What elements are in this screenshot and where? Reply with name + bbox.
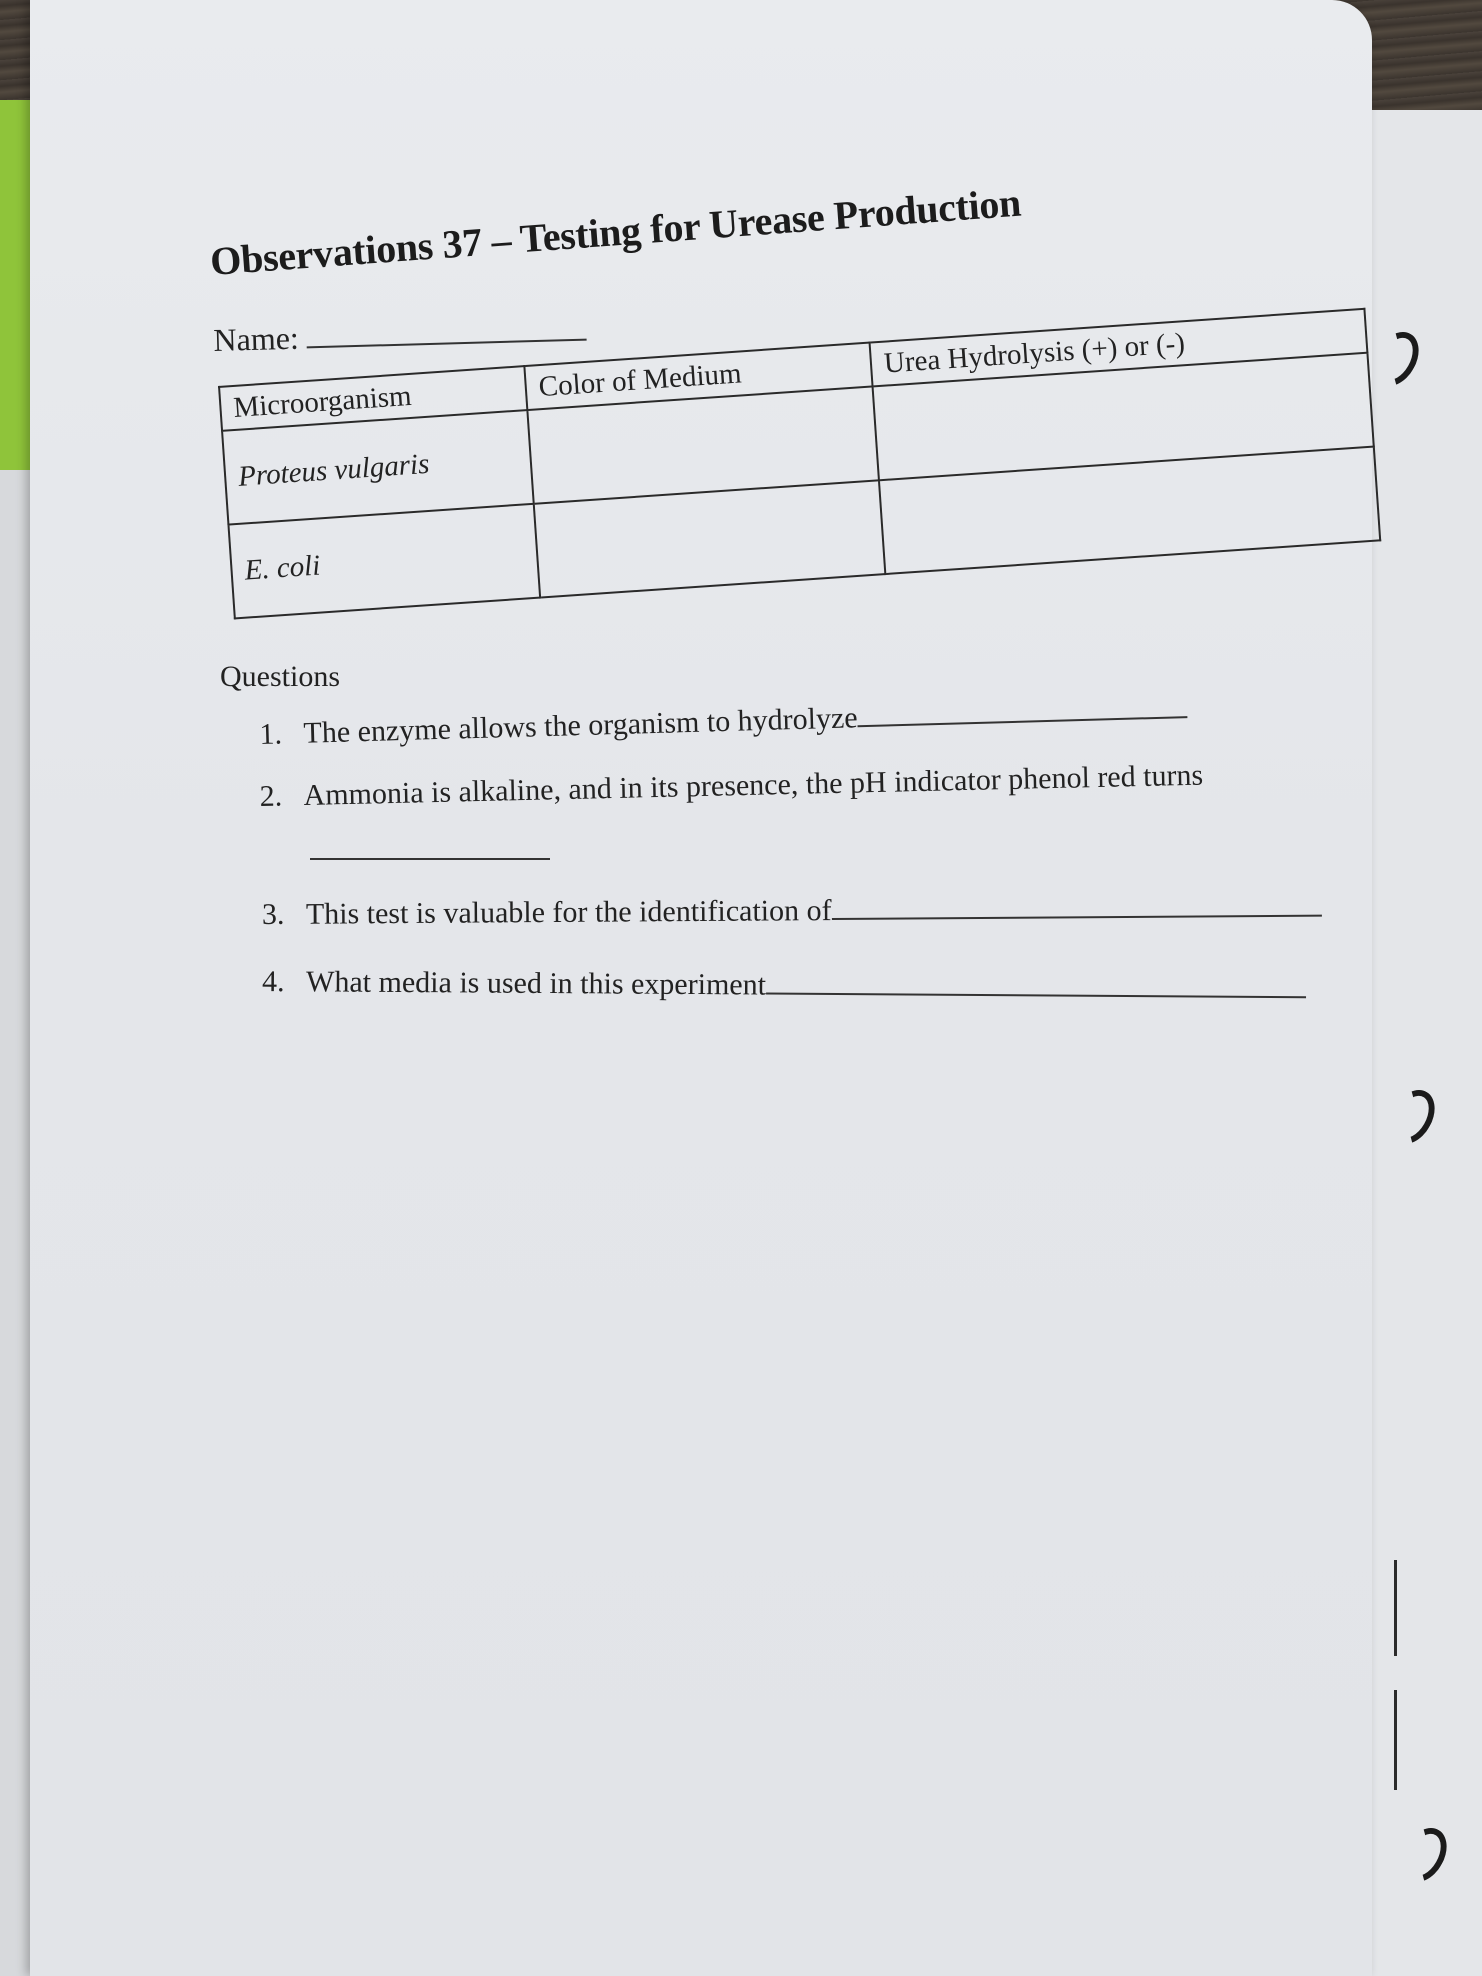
question-4 bbox=[262, 965, 1306, 1006]
observation-table bbox=[218, 308, 1381, 620]
header-color-of-medium: Color of Medium bbox=[524, 343, 872, 410]
answer-blank[interactable] bbox=[310, 858, 550, 860]
header-urea-hydrolysis: Urea Hydrolysis (+) or (-) bbox=[870, 309, 1368, 387]
header-microorganism: Microorganism bbox=[219, 366, 527, 431]
question-number: 4. bbox=[262, 965, 285, 999]
page-edge-mark bbox=[1394, 1560, 1397, 1656]
worksheet-title: Observations 37 – Testing for Urease Production bbox=[208, 179, 1023, 285]
organism-cell: Proteus vulgaris bbox=[222, 410, 534, 525]
organism-cell: E. coli bbox=[228, 504, 540, 619]
question-2 bbox=[259, 759, 1203, 814]
worksheet-page bbox=[30, 0, 1372, 1976]
question-3 bbox=[262, 891, 1322, 932]
name-field[interactable] bbox=[307, 339, 587, 349]
questions-heading: Questions bbox=[220, 660, 340, 693]
answer-blank[interactable] bbox=[766, 993, 1306, 999]
question-1 bbox=[259, 692, 1188, 752]
question-number: 3. bbox=[261, 897, 285, 931]
question-text: The enzyme allows the organism to hydrolyze bbox=[303, 701, 859, 750]
name-row bbox=[213, 312, 587, 359]
question-text: Ammonia is alkaline, and in its presence, the pH indicator phenol red turns bbox=[303, 758, 1204, 813]
name-label: Name: bbox=[212, 319, 300, 359]
question-text: What media is used in this experiment bbox=[306, 965, 767, 1002]
answer-blank[interactable] bbox=[858, 716, 1188, 727]
question-number: 1. bbox=[259, 717, 283, 752]
answer-blank[interactable] bbox=[832, 915, 1322, 920]
question-text: This test is valuable for the identification of bbox=[305, 894, 832, 931]
question-number: 2. bbox=[259, 779, 283, 814]
page-edge-mark bbox=[1394, 1690, 1397, 1790]
